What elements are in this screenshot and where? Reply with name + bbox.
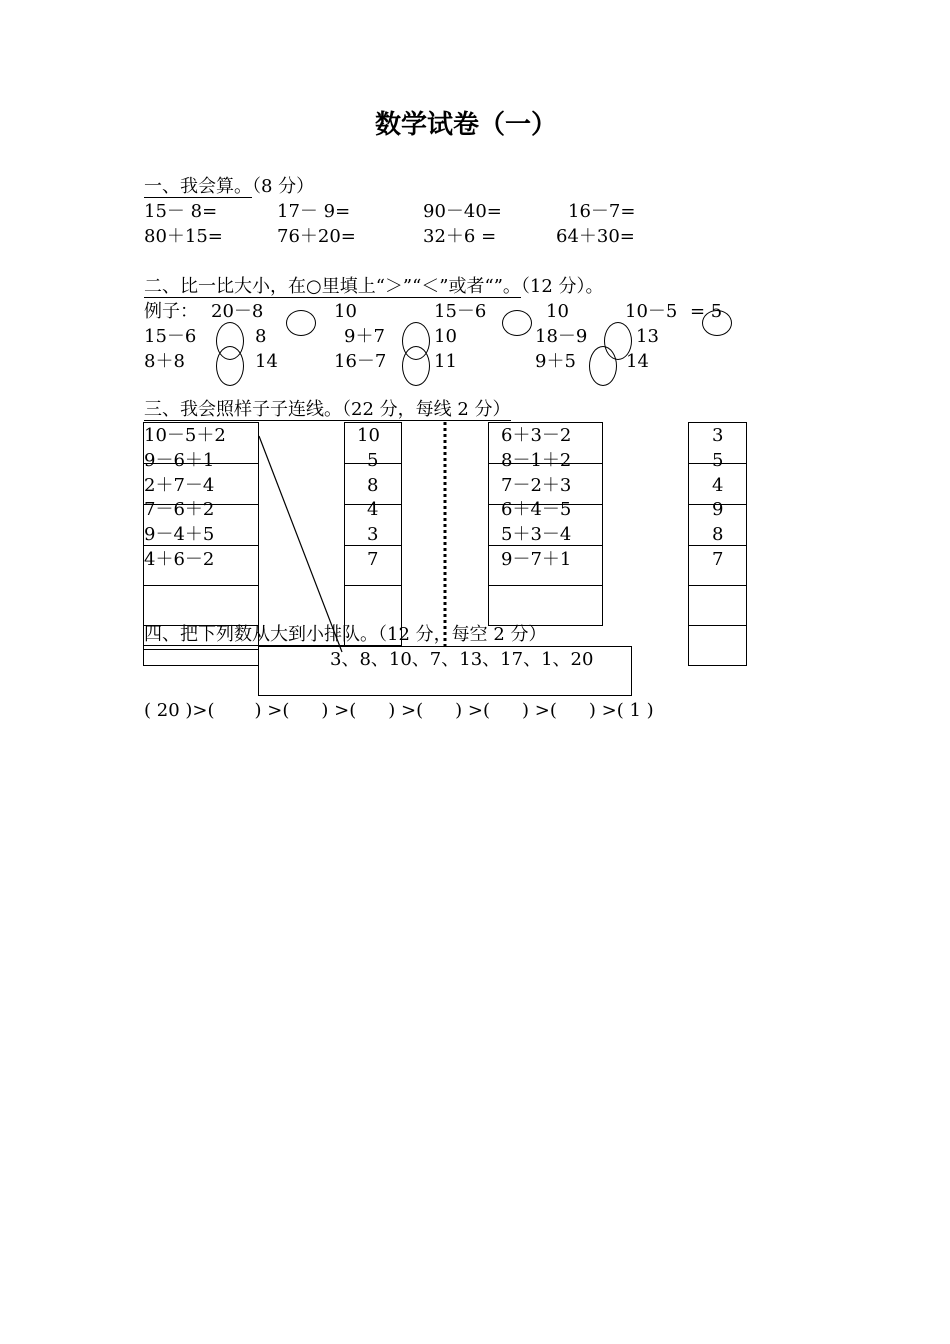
answer-segment: ) — [588, 700, 596, 721]
match-expression[interactable]: 9－7＋1 — [501, 549, 572, 570]
section4-header — [144, 623, 547, 647]
example-right: 10 — [546, 301, 569, 322]
answer-segment: >( — [267, 700, 290, 721]
match-answer[interactable]: 7 — [712, 549, 724, 570]
compare-right: 14 — [626, 351, 649, 372]
answer-segment: ) — [388, 700, 396, 721]
answer-segment: >( — [467, 700, 490, 721]
calc-problem: 64＋30= — [556, 226, 635, 247]
match-answer[interactable]: 3 — [712, 425, 724, 446]
compare-left: 16－7 — [334, 351, 387, 372]
numbers-to-sort: 3、8、10、7、13、17、1、20 — [330, 649, 594, 670]
answer-segment: >( 1 ) — [601, 700, 654, 721]
section2-score: （12 分）。 — [520, 276, 604, 297]
calc-problem: 16－7= — [568, 201, 636, 222]
match-answer[interactable]: 4 — [712, 475, 724, 496]
answer-segment: >( — [401, 700, 424, 721]
compare-left: 9＋5 — [535, 351, 576, 372]
example-right: = 5 — [690, 301, 723, 322]
section1-score: （8 分） — [252, 176, 315, 197]
compare-right: 13 — [636, 326, 659, 347]
match-answer[interactable]: 3 — [367, 524, 379, 545]
compare-right: 14 — [255, 351, 278, 372]
answer-segment: ) — [254, 700, 262, 721]
match-answer[interactable]: 9 — [712, 499, 724, 520]
match-answer[interactable]: 8 — [367, 475, 379, 496]
sort-answer-row[interactable] — [144, 699, 654, 723]
match-expression[interactable]: 6＋3－2 — [501, 425, 572, 446]
match-expression[interactable]: 7－2＋3 — [501, 475, 572, 496]
calc-problem: 76＋20= — [277, 226, 356, 247]
example-right: 10 — [334, 301, 357, 322]
section4-score: （12 分，每空 2 分） — [378, 624, 547, 645]
page-title: 数学试卷（一） — [375, 110, 558, 140]
answer-segment: ) — [455, 700, 463, 721]
calc-problem: 15－ 8= — [144, 201, 218, 222]
calc-problem: 80＋15= — [144, 226, 223, 247]
match-answer[interactable]: 4 — [367, 499, 379, 520]
calc-problem: 90－40= — [423, 201, 502, 222]
compare-left: 15－6 — [144, 326, 197, 347]
section1-heading: 一、我会算。 — [144, 176, 252, 197]
compare-right: 8 — [255, 326, 267, 347]
compare-right: 11 — [434, 351, 457, 372]
compare-right: 10 — [434, 326, 457, 347]
match-expression[interactable]: 2＋7－4 — [144, 475, 215, 496]
section3-heading: 三、我会照样子子连线。 — [144, 399, 342, 420]
section4-heading: 四、把下列数从大到小排队。 — [144, 624, 378, 645]
example-left: 20－8 — [211, 301, 264, 322]
match-answer[interactable]: 8 — [712, 524, 724, 545]
example-connect-line — [259, 436, 342, 652]
calc-problem: 32＋6 = — [423, 226, 497, 247]
calc-problem: 17－ 9= — [277, 201, 351, 222]
compare-left: 9＋7 — [344, 326, 385, 347]
match-answer[interactable]: 7 — [367, 549, 379, 570]
answer-segment: ) — [321, 700, 329, 721]
section2-heading: 二、比一比大小，在○里填上“＞”“＜”或者“”。 — [144, 276, 521, 297]
section3-score: （22 分，每线 2 分） — [342, 399, 511, 420]
answer-segment: ) — [522, 700, 530, 721]
match-expression[interactable]: 7－6＋2 — [144, 499, 215, 520]
match-expression[interactable]: 9－4＋5 — [144, 524, 215, 545]
match-expression[interactable]: 6＋4－5 — [501, 499, 572, 520]
example-left: 15－6 — [434, 301, 487, 322]
match-answer[interactable]: 5 — [367, 450, 379, 471]
match-expression[interactable]: 10－5＋2 — [144, 425, 226, 446]
match-answer[interactable]: 5 — [712, 450, 724, 471]
match-expression[interactable]: 8－1＋2 — [501, 450, 572, 471]
compare-left: 8＋8 — [144, 351, 185, 372]
answer-segment: ( 20 )>( — [144, 700, 215, 721]
answer-segment: >( — [534, 700, 557, 721]
match-expression[interactable]: 5＋3－4 — [501, 524, 572, 545]
match-expression[interactable]: 9－6＋1 — [144, 450, 215, 471]
match-expression[interactable]: 4＋6－2 — [144, 549, 215, 570]
example-left: 10－5 — [625, 301, 678, 322]
match-answer[interactable]: 10 — [357, 425, 380, 446]
example-label: 例子： — [144, 301, 198, 322]
compare-left: 18－9 — [535, 326, 588, 347]
answer-segment: >( — [334, 700, 357, 721]
